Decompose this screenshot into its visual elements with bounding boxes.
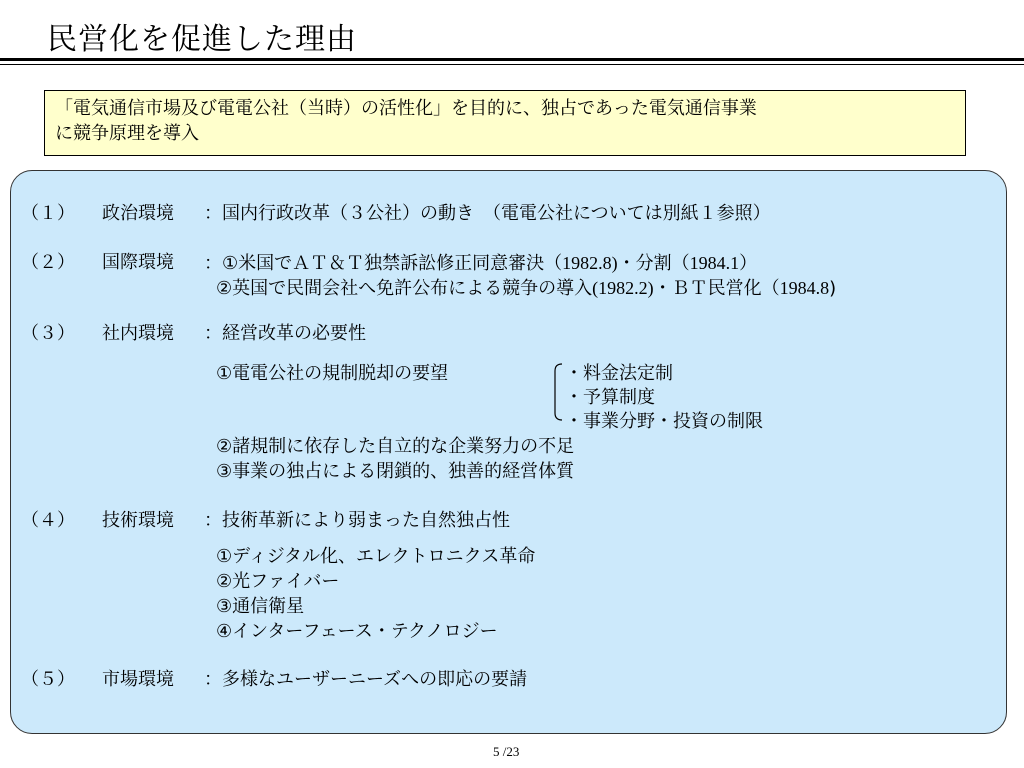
- section-2-number: （２）: [21, 252, 75, 273]
- section-2-label: 国際環境: [102, 252, 174, 273]
- section-3-value: ：経営改革の必要性: [204, 323, 366, 344]
- section-2-uk-text: ②英国で民間会社へ免許公布による競争の導入: [216, 278, 593, 299]
- bracket-shape: [551, 363, 563, 422]
- section-3-brace-item-1: ・料金法定制: [565, 363, 673, 384]
- section-2-us-close: ）: [739, 253, 758, 274]
- section-2-uk-privatization: ・ＢＴ民営化（: [653, 278, 780, 299]
- section-5-number: （５）: [21, 669, 75, 690]
- section-3-brace-item-3: ・事業分野・投資の制限: [565, 411, 763, 432]
- section-2-us-split: ・分割（: [617, 253, 690, 274]
- section-2-value: [204, 251, 757, 276]
- section-4-item-2: ②光ファイバー: [216, 571, 340, 592]
- purpose-note-line-1: 「電気通信市場及び電電公社（当時）の活性化」を目的に、独占であった電気通信事業: [55, 98, 757, 119]
- page-number: 5 /23: [493, 744, 520, 759]
- section-4-value: ：技術革新により弱まった自然独占性: [204, 510, 510, 531]
- section-3-label: 社内環境: [102, 323, 174, 344]
- section-2-uk-close: ): [829, 278, 837, 299]
- section-3-brace-item-2: ・予算制度: [565, 387, 655, 408]
- section-2-us-text: ：①米国でＡＴ＆Ｔ独禁訴訟修正同意審決（: [204, 253, 563, 274]
- section-3-item-1: ①電電公社の規制脱却の要望: [216, 363, 449, 384]
- section-4-item-4: ④インターフェース・テクノロジー: [216, 621, 498, 642]
- section-2-us-date-2: 1984.1: [689, 253, 740, 273]
- slide-title: 民営化を促進した理由: [47, 22, 357, 57]
- purpose-note-box: [44, 90, 966, 156]
- section-4-label: 技術環境: [102, 510, 174, 531]
- section-4-item-3: ③通信衛星: [216, 596, 305, 617]
- title-divider-thin: [0, 64, 1024, 65]
- section-5-label: 市場環境: [102, 669, 174, 690]
- section-1-number: （１）: [21, 203, 75, 224]
- section-4-item-1: ①ディジタル化、エレクトロニクス革命: [216, 546, 536, 567]
- section-2-uk-date-1: (1982.2): [592, 278, 654, 298]
- section-3-item-2: ②諸規制に依存した自立的な企業努力の不足: [216, 436, 575, 457]
- section-3-number: （３）: [21, 323, 75, 344]
- section-1-label: 政治環境: [102, 203, 174, 224]
- section-2-us-date-1: 1982.8): [562, 253, 618, 273]
- title-divider-thick: [0, 58, 1024, 61]
- section-3-item-3: ③事業の独占による閉鎖的、独善的経営体質: [216, 461, 575, 482]
- section-2-uk-date-2: 1984.8: [779, 278, 830, 298]
- section-4-number: （４）: [21, 510, 75, 531]
- purpose-note-line-2: に競争原理を導入: [55, 123, 199, 144]
- section-1-value: ：国内行政改革（３公社）の動き （電電公社については別紙１参照）: [204, 203, 771, 224]
- section-2-uk-line: [216, 276, 836, 301]
- section-5-value: ：多様なユーザーニーズへの即応の要請: [204, 669, 528, 690]
